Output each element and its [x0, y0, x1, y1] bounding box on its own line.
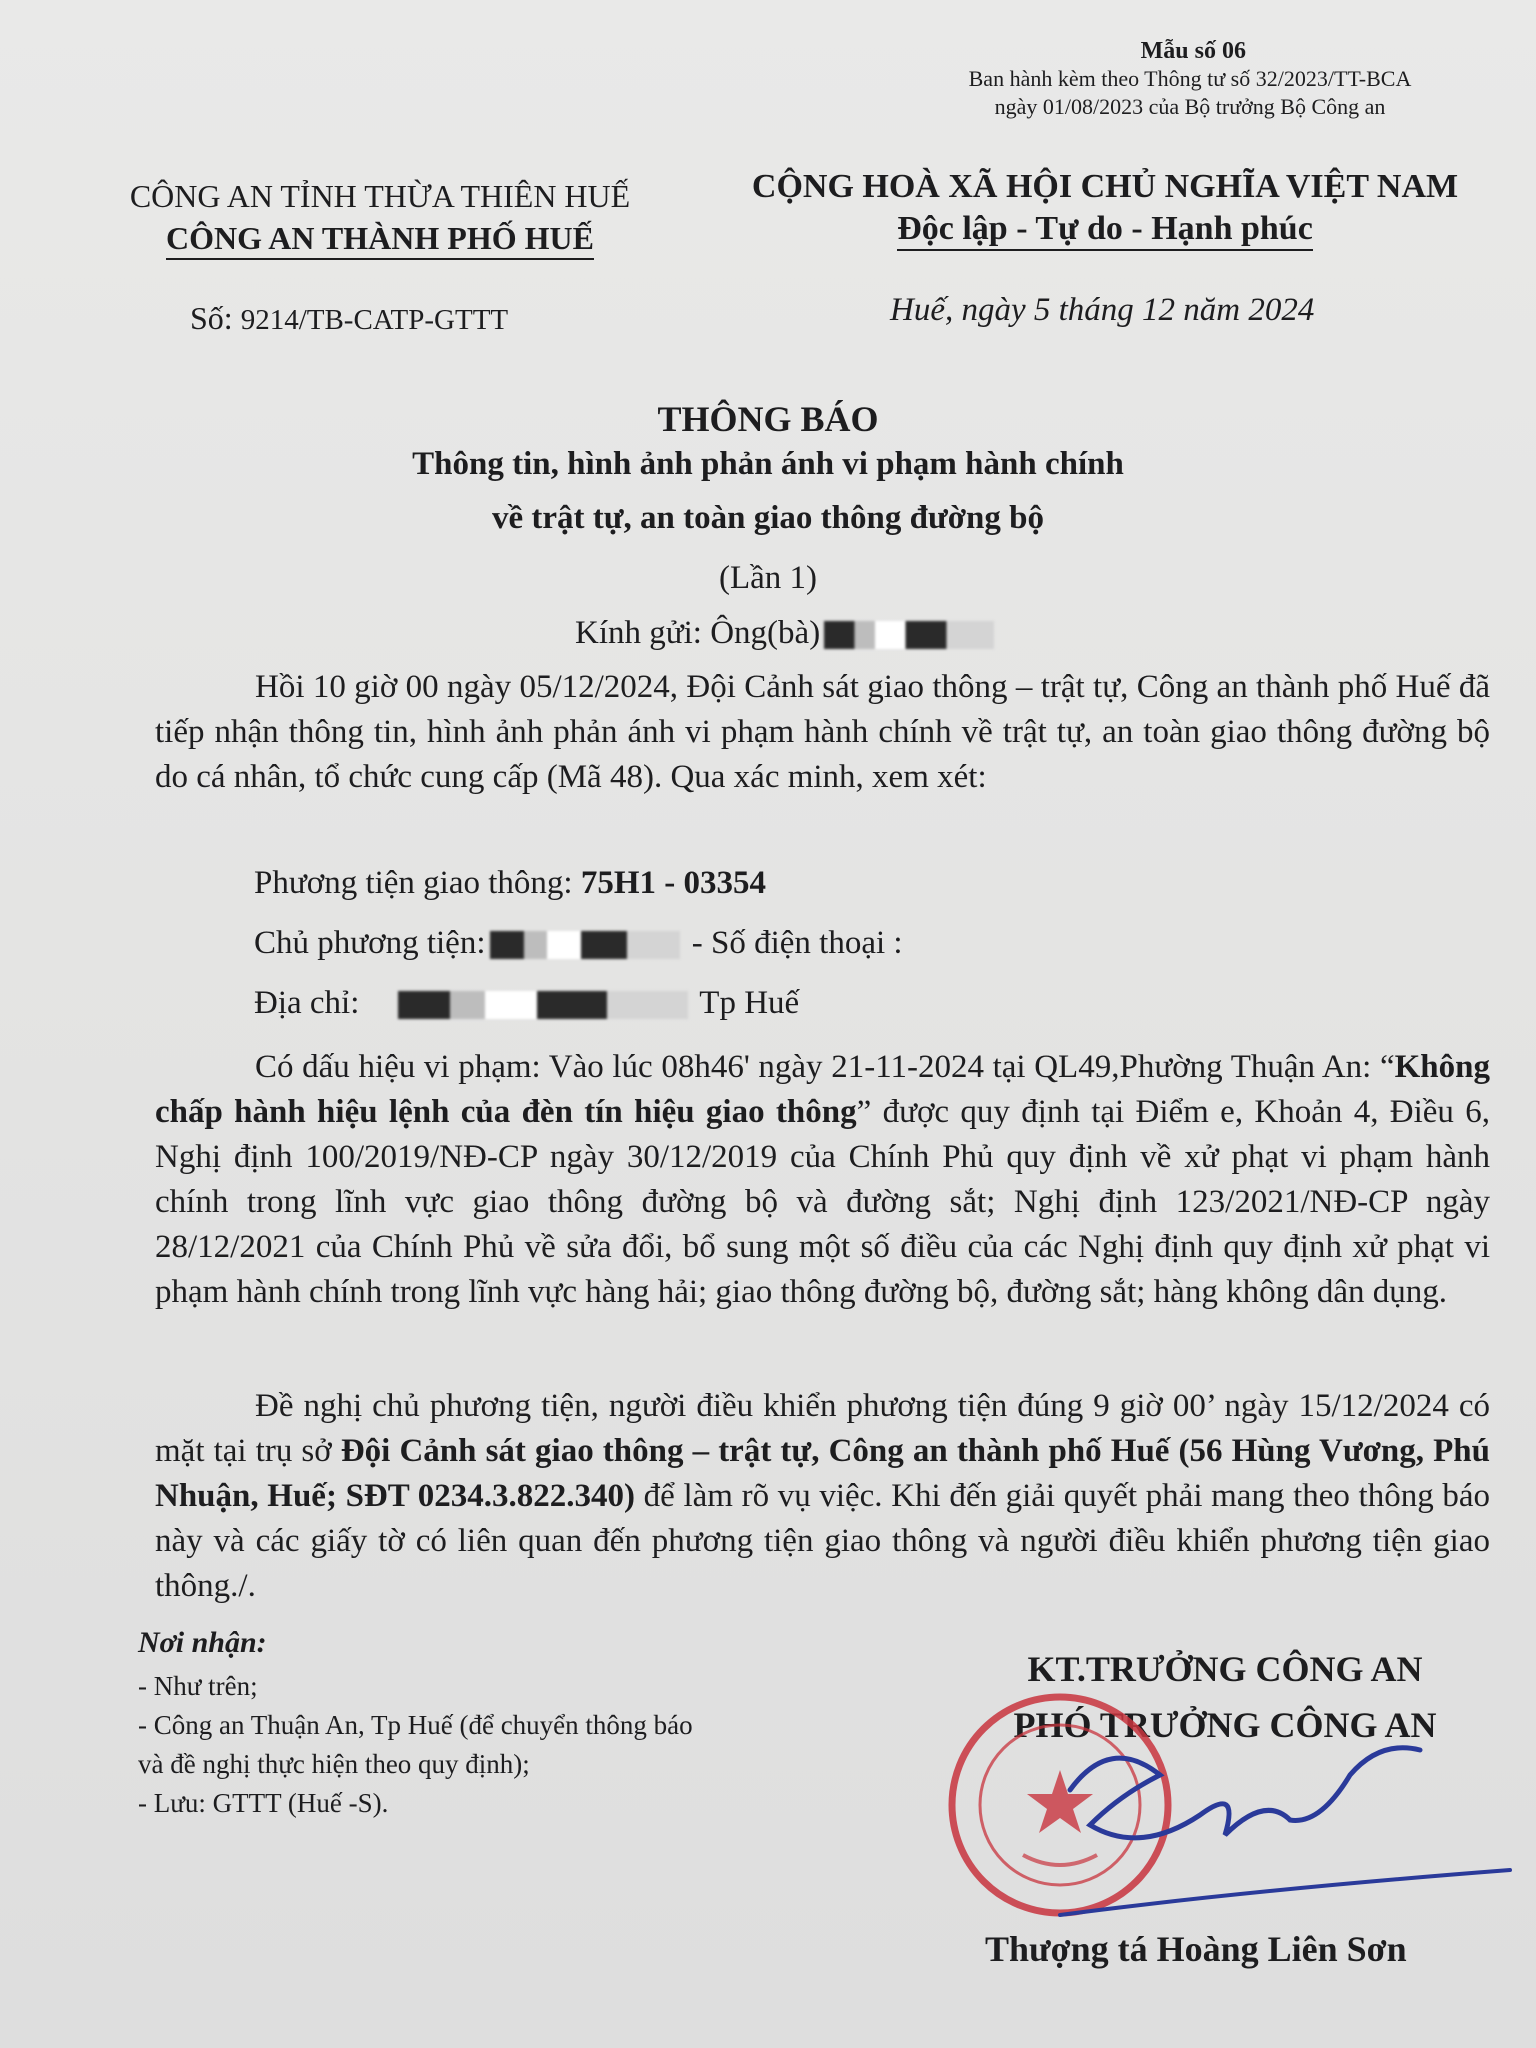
request-suffix: để làm rõ vụ việc. Khi đến giải quyết phải mang theo thông báo này và các giấy tờ có liên quan đến phương tiện giao thông và người điều khiển phương tiện giao thông./.: [155, 1478, 1490, 1604]
violation-name: Không chấp hành hiệu lệnh của đèn tín hiệu giao thông: [155, 1049, 1490, 1130]
phone-label: - Số điện thoại :: [691, 925, 903, 961]
doc-number: [190, 300, 508, 337]
request-prefix: Đề nghị chủ phương tiện, người điều khiển phương tiện đúng 9 giờ 00’ ngày 15/12/2024 có mặt tại trụ sở: [155, 1388, 1490, 1469]
address-label: Địa chỉ:: [254, 985, 360, 1021]
address-tail: Tp Huế: [699, 985, 800, 1021]
vehicle-label: Phương tiện giao thông:: [254, 865, 573, 901]
vehicle-field: [254, 865, 766, 902]
vehicle-plate: 75H1 - 03354: [580, 865, 766, 901]
recipients-line-4: - Lưu: GTTT (Huế -S).: [138, 1788, 389, 1818]
handwritten-signature-icon: [1050, 1705, 1520, 1935]
form-issued-line-1: Ban hành kèm theo Thông tư số 32/2023/TT-BCA: [968, 66, 1412, 91]
request-location: Đội Cảnh sát giao thông – trật tự, Công an thành phố Huế (56 Hùng Vương, Phú Nhuận, Huế; SĐT 0234.3.822.340): [155, 1433, 1490, 1514]
agency-unit-name: CÔNG AN THÀNH PHỐ HUẾ: [166, 220, 594, 260]
intro-paragraph: Hồi 10 giờ 00 ngày 05/12/2024, Đội Cảnh sát giao thông – trật tự, Công an thành phố Huế đã tiếp nhận thông tin, hình ảnh phản ánh vi phạm hành chính về trật tự, an toàn giao thông đường bộ do cá nhân, tổ chức cung cấp (Mã 48). Qua xác minh, xem xét:: [155, 669, 1490, 795]
agency-unit: [90, 220, 670, 257]
redacted-address: [398, 991, 688, 1019]
doc-number-value: 9214/TB-CATP-GTTT: [240, 304, 509, 336]
notice-subtitle-2: về trật tự, an toàn giao thông đường bộ: [491, 500, 1044, 536]
request-paragraph: [155, 1384, 1490, 1609]
signer-name: Thượng tá Hoàng Liên Sơn: [985, 1929, 1407, 1969]
form-issued-line-2: ngày 01/08/2023 của Bộ trưởng Bộ Công an: [994, 94, 1386, 119]
owner-label: Chủ phương tiện:: [254, 925, 486, 961]
addressee: [575, 615, 998, 652]
nation-motto-wrap: [720, 210, 1490, 248]
address-field: [254, 985, 799, 1022]
signature-title-1: KT.TRƯỞNG CÔNG AN: [1027, 1649, 1423, 1689]
recipients-line-3: và đề nghị thực hiện theo quy định);: [138, 1749, 530, 1779]
notice-title: THÔNG BÁO: [657, 399, 879, 439]
owner-field: [254, 925, 903, 962]
violation-prefix: Có dấu hiệu vi phạm: Vào lúc 08h46' ngày 21-11-2024 tại QL49,Phường Thuận An: “: [255, 1049, 1395, 1085]
recipients-line-2: - Công an Thuận An, Tp Huế (để chuyển thông báo: [138, 1710, 693, 1740]
redacted-name: [824, 621, 994, 649]
addressee-label: Kính gửi: Ông(bà): [575, 615, 821, 651]
notice-round: (Lần 1): [718, 560, 818, 596]
violation-paragraph: [155, 1045, 1490, 1315]
signature-title-2: PHÓ TRƯỞNG CÔNG AN: [1013, 1705, 1437, 1745]
agency-parent: CÔNG AN TỈNH THỪA THIÊN HUẾ: [129, 178, 631, 214]
violation-suffix: ” được quy định tại Điểm e, Khoản 4, Điều 6, Nghị định 100/2019/NĐ-CP ngày 30/12/2019 của Chính Phủ quy định về xử phạt vi phạm hành chính trong lĩnh vực giao thông đường bộ và đường sắt; Nghị định 123/2021/NĐ-CP ngày 28/12/2021 của Chính Phủ về sửa đổi, bổ sung một số điều của các Nghị định quy định xử phạt vi phạm hành chính trong lĩnh vực hàng hải; giao thông đường bộ, đường sắt; hàng không dân dụng.: [155, 1094, 1490, 1310]
recipients-label: Nơi nhận:: [138, 1626, 267, 1659]
nation-motto: Độc lập - Tự do - Hạnh phúc: [897, 210, 1313, 251]
notice-subtitle-1: Thông tin, hình ảnh phản ánh vi phạm hành chính: [412, 446, 1124, 482]
form-number: Mẫu số 06: [1140, 38, 1246, 64]
doc-number-label: Số:: [190, 300, 233, 336]
place-date: Huế, ngày 5 tháng 12 năm 2024: [890, 292, 1315, 328]
redacted-owner: [490, 931, 680, 959]
recipients-line-1: - Như trên;: [138, 1671, 258, 1701]
nation-name: CỘNG HOÀ XÃ HỘI CHỦ NGHĨA VIỆT NAM: [751, 168, 1459, 205]
